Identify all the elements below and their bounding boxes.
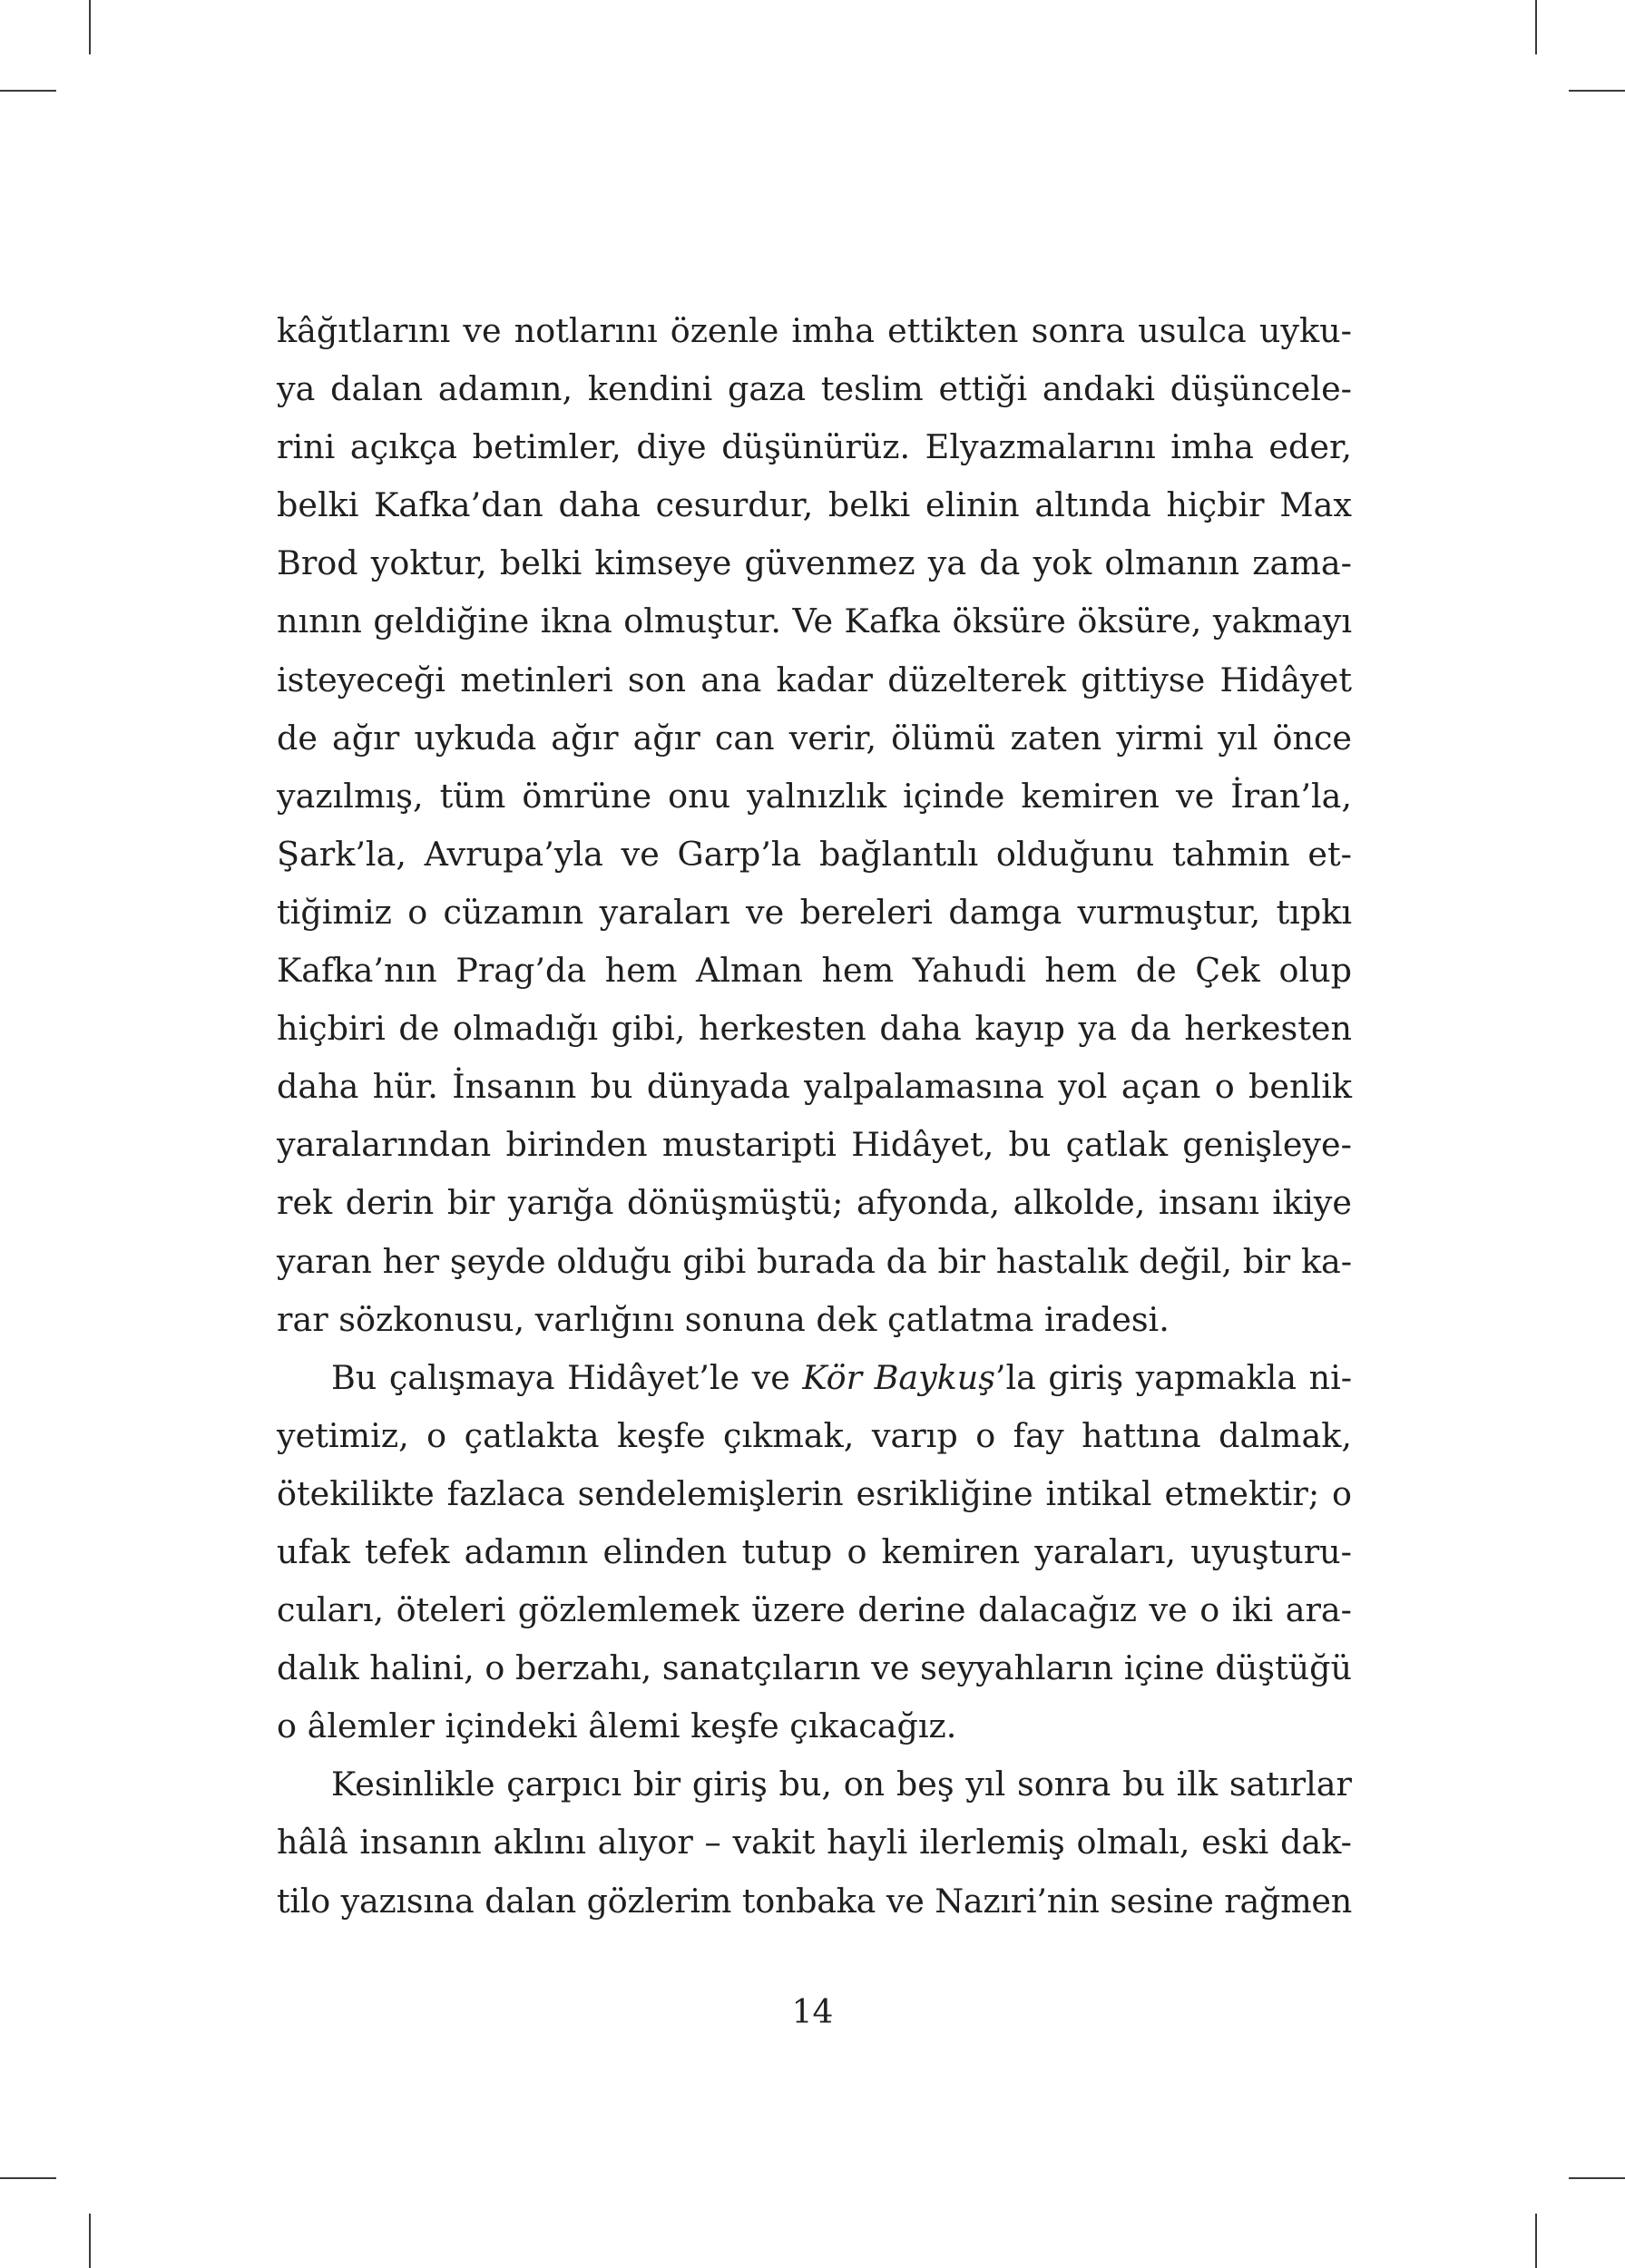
text-line: hâlâ insanın aklını alıyor – vakit hayli ilerlemiş olmalı, eski dak- bbox=[277, 1823, 1352, 1862]
text-line: yaran her şeyde olduğu gibi burada da bir hastalık değil, bir ka- bbox=[277, 1241, 1352, 1281]
text-line: ya dalan adamın, kendini gaza teslim ettiği andaki düşüncele- bbox=[277, 369, 1352, 409]
text-line: cuları, öteleri gözlemlemek üzere derine dalacağız ve o iki ara- bbox=[277, 1590, 1352, 1630]
text-line: tiğimiz o cüzamın yaraları ve bereleri damga vurmuştur, tıpkı bbox=[277, 892, 1352, 932]
crop-mark-top-left-horizontal bbox=[0, 90, 56, 92]
text-line: kâğıtlarını ve notlarını özenle imha ettikten sonra usulca uyku- bbox=[277, 311, 1352, 350]
crop-mark-bottom-right-horizontal bbox=[1569, 2177, 1625, 2179]
text-line: nının geldiğine ikna olmuştur. Ve Kafka öksüre öksüre, yakmayı bbox=[277, 601, 1352, 641]
text-segment: ’la giriş yapmakla ni- bbox=[994, 1357, 1352, 1397]
text-line: rar sözkonusu, varlığını sonuna dek çatlatma iradesi. bbox=[277, 1299, 1170, 1339]
crop-mark-bottom-right-vertical bbox=[1535, 2214, 1537, 2268]
crop-mark-top-left-vertical bbox=[89, 0, 91, 54]
text-line: hiçbiri de olmadığı gibi, herkesten daha kayıp ya da herkesten bbox=[277, 1009, 1352, 1049]
crop-mark-bottom-left-horizontal bbox=[0, 2177, 56, 2179]
text-line: isteyeceği metinleri son ana kadar düzelterek gittiyse Hidâyet bbox=[277, 660, 1352, 699]
text-line: ötekilikte fazlaca sendelemişlerin esrikliğine intikal etmektir; o bbox=[277, 1473, 1352, 1513]
text-line: ufak tefek adamın elinden tutup o kemiren yaraları, uyuşturu- bbox=[277, 1531, 1352, 1571]
text-line: Kesinlikle çarpıcı bir giriş bu, on beş yıl sonra bu ilk satırlar bbox=[331, 1765, 1352, 1804]
text-line: daha hür. İnsanın bu dünyada yalpalamasına yol açan o benlik bbox=[277, 1067, 1352, 1107]
text-line: Kafka’nın Prag’da hem Alman hem Yahudi hem de Çek olup bbox=[277, 951, 1352, 991]
text-line: yaralarından birinden mustaripti Hidâyet, bu çatlak genişleye- bbox=[277, 1125, 1352, 1165]
crop-mark-top-right-horizontal bbox=[1569, 90, 1625, 92]
text-line: o âlemler içindeki âlemi keşfe çıkacağız. bbox=[277, 1706, 957, 1746]
text-line: de ağır uykuda ağır ağır can verir, ölümü zaten yirmi yıl önce bbox=[277, 718, 1352, 758]
text-line: rek derin bir yarığa dönüşmüştü; afyonda, alkolde, insanı ikiye bbox=[277, 1183, 1352, 1223]
text-line: tilo yazısına dalan gözlerim tonbaka ve Nazıri’nin sesine rağmen bbox=[277, 1881, 1352, 1921]
text-line bbox=[277, 1349, 1352, 1407]
text-line: yazılmış, tüm ömrüne onu yalnızlık içinde kemiren ve İran’la, bbox=[277, 776, 1352, 816]
body-text bbox=[277, 302, 1352, 1931]
book-title-italic: Kör Baykuş bbox=[802, 1357, 995, 1397]
crop-mark-bottom-left-vertical bbox=[89, 2214, 91, 2268]
text-line: rini açıkça betimler, diye düşünürüz. Elyazmalarını imha eder, bbox=[277, 427, 1352, 467]
text-line: Brod yoktur, belki kimseye güvenmez ya da yok olmanın zama- bbox=[277, 543, 1352, 583]
page-number: 14 bbox=[791, 1994, 834, 2031]
text-segment: Bu çalışmaya Hidâyet’le ve bbox=[331, 1357, 803, 1397]
text-line: yetimiz, o çatlakta keşfe çıkmak, varıp o fay hattına dalmak, bbox=[277, 1415, 1352, 1455]
crop-mark-top-right-vertical bbox=[1535, 0, 1537, 54]
text-line: dalık halini, o berzahı, sanatçıların ve seyyahların içine düştüğü bbox=[277, 1648, 1352, 1688]
text-line: Şark’la, Avrupa’yla ve Garp’la bağlantılı olduğunu tahmin et- bbox=[277, 834, 1352, 874]
text-line: belki Kafka’dan daha cesurdur, belki elinin altında hiçbir Max bbox=[277, 485, 1352, 525]
